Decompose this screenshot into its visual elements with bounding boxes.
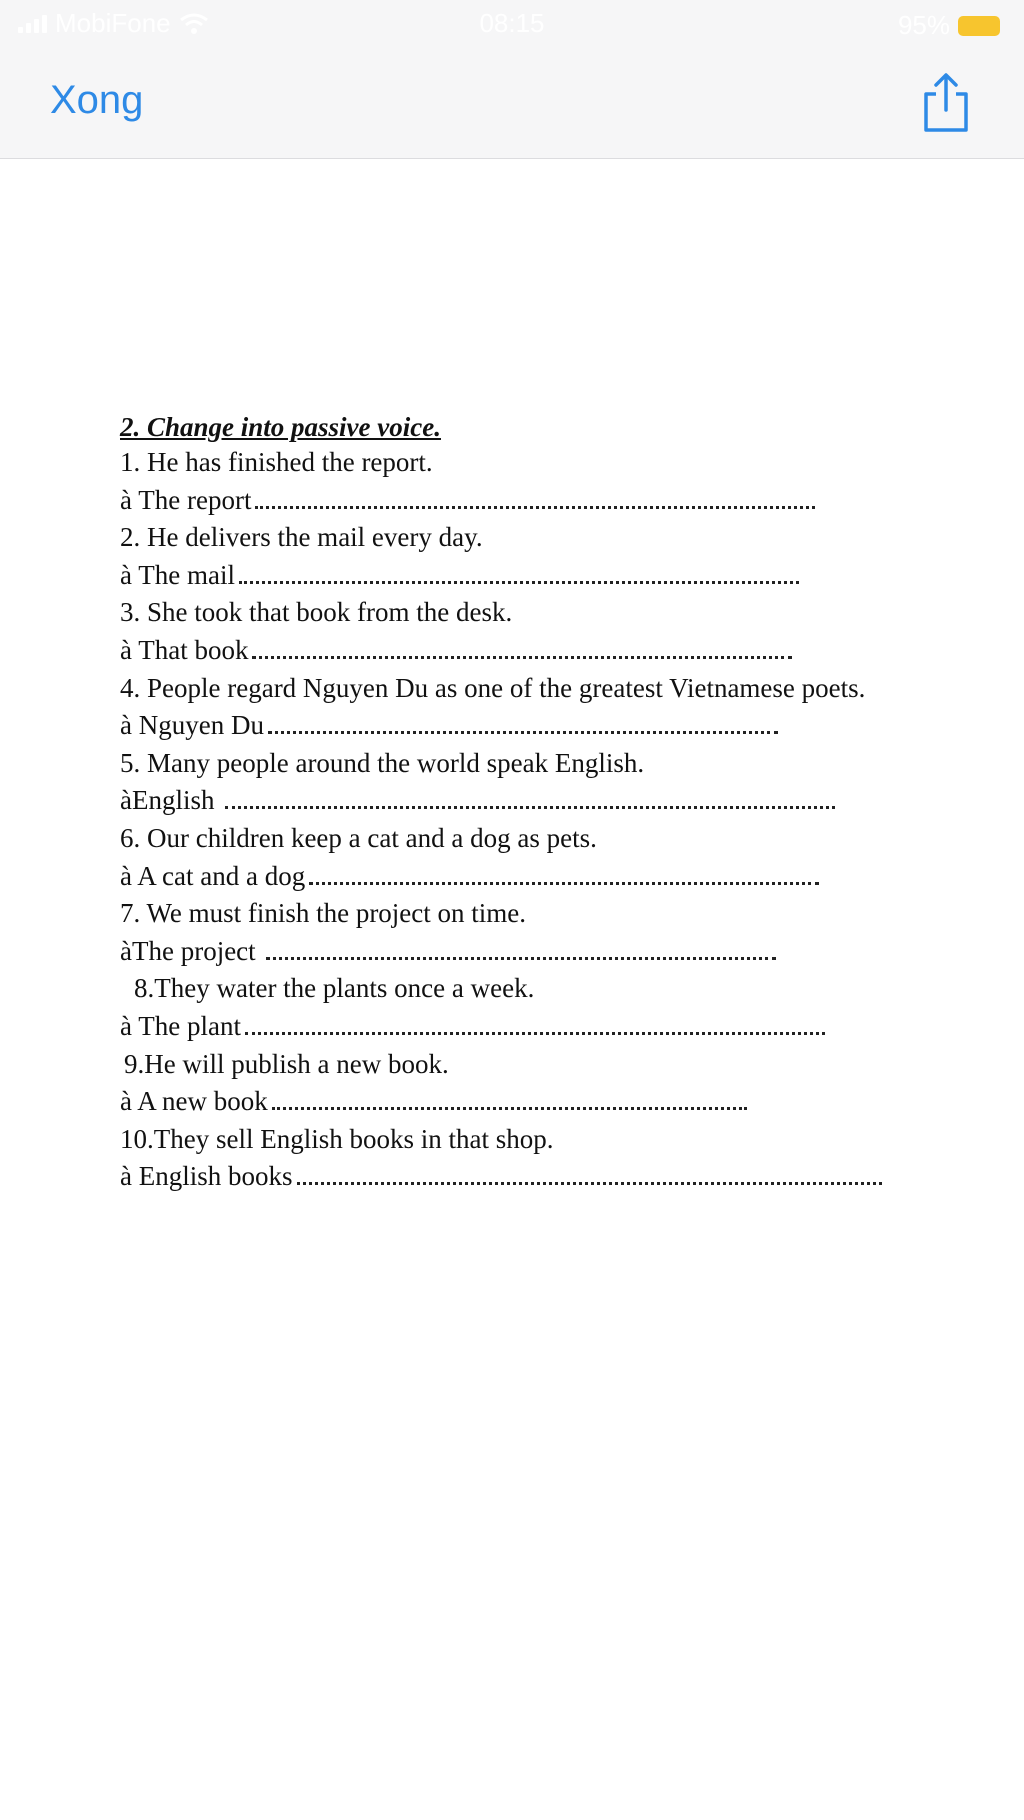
battery-percent: 95% [897,10,950,40]
question-3: 3. She took that book from the desk. [120,597,513,628]
blank-dots [272,1089,747,1110]
answer-prompt: à A new book [120,1086,268,1117]
question-6: 6. Our children keep a cat and a dog as pets. [120,822,597,853]
share-icon[interactable] [918,70,974,134]
answer-line-5 [120,782,1000,820]
top-bar [0,0,1024,159]
answer-line-2 [120,557,1000,595]
answer-line-3 [120,632,1000,670]
battery-icon [958,16,1000,36]
answer-prompt: à Nguyen Du [120,710,264,741]
question-7: 7. We must finish the project on time. [120,898,527,929]
answer-line-1 [120,482,1000,520]
answer-line-7 [120,933,1000,971]
question-8: 8.They water the plants once a week. [134,973,535,1004]
answer-line-9 [120,1083,1000,1121]
answer-line-6 [120,858,1000,896]
answer-prompt: à A cat and a dog [120,860,306,891]
carrier-name: MobiFone [55,8,171,38]
document-page [120,410,1000,1196]
question-4: 4. People regard Nguyen Du as one of the greatest Vietnamese poets. [120,672,866,703]
question-1: 1. He has finished the report. [120,447,433,477]
blank-dots [225,788,835,809]
answer-prompt: à English books [120,1161,293,1192]
blank-dots [297,1164,882,1185]
blank-dots [255,488,815,509]
status-bar [0,0,1024,50]
blank-dots [266,939,776,960]
battery-status [898,10,1000,41]
answer-prompt: à That book [120,634,249,665]
blank-dots [268,713,778,734]
answer-prompt: à The report [120,484,252,515]
answer-prompt: àEnglish [120,785,215,816]
answer-line-4 [120,707,1000,745]
question-5: 5. Many people around the world speak English. [120,747,645,778]
question-9: 9.He will publish a new book. [124,1048,449,1079]
blank-dots [245,1014,825,1035]
answer-line-8 [120,1008,1000,1046]
answer-prompt: à The plant [120,1010,241,1041]
question-2: 2. He delivers the mail every day. [120,522,483,553]
done-button[interactable]: Xong [50,78,144,122]
blank-dots [239,563,799,584]
question-10: 10.They sell English books in that shop. [120,1123,554,1154]
answer-line-10 [120,1158,1000,1196]
status-time: 08:15 [479,8,545,38]
blank-dots [309,864,819,885]
blank-dots [252,638,792,659]
exercise-heading: 2. Change into passive voice. [120,412,441,442]
answer-prompt: à The mail [120,559,235,590]
answer-prompt: àThe project [120,935,256,966]
